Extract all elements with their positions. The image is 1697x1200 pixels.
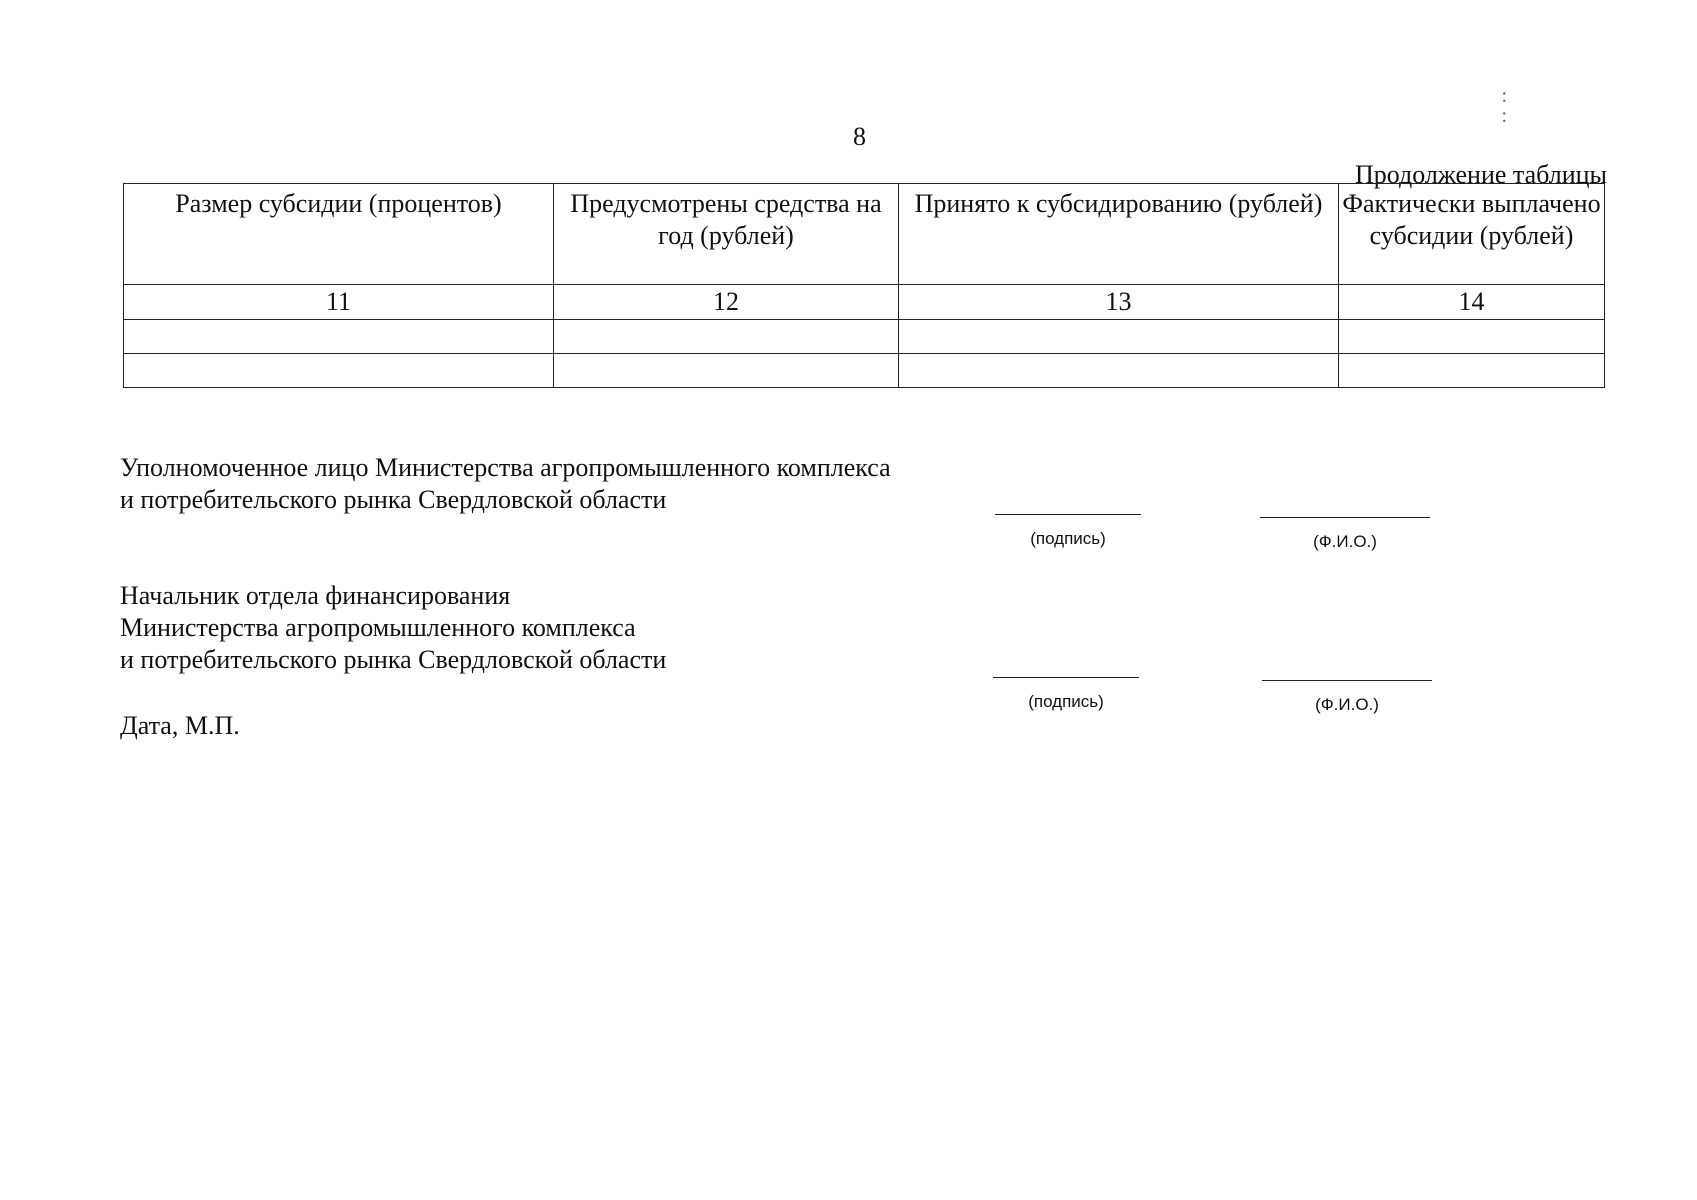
- table-cell: [899, 320, 1339, 354]
- header-subsidy-size: Размер субсидии (процентов): [124, 184, 554, 285]
- column-number: 12: [554, 285, 899, 320]
- name-line: [1262, 680, 1432, 681]
- table-header-row: [124, 184, 1605, 285]
- authorized-person-block: [120, 452, 891, 516]
- page-number: 8: [853, 122, 866, 151]
- table-row: [124, 354, 1605, 388]
- column-number-row: [124, 285, 1605, 320]
- finance-head-block: [120, 580, 666, 676]
- finance-head-title-line-2: Министерства агропромышленного комплекса: [120, 613, 636, 642]
- authorized-person-title-line-2: и потребительского рынка Свердловской области: [120, 485, 667, 514]
- column-number: 13: [899, 285, 1339, 320]
- column-number: 14: [1339, 285, 1605, 320]
- table-cell: [1339, 320, 1605, 354]
- authorized-person-title-line-1: Уполномоченное лицо Министерства агропромышленного комплекса: [120, 453, 891, 482]
- table-cell: [124, 354, 554, 388]
- finance-head-title-line-1: Начальник отдела финансирования: [120, 581, 511, 610]
- finance-head-title-line-3: и потребительского рынка Свердловской области: [120, 645, 667, 674]
- signature-line: [993, 677, 1139, 678]
- column-number: 11: [124, 285, 554, 320]
- signature-line: [995, 514, 1141, 515]
- header-accepted-for-subsidy: Принято к субсидированию (рублей): [899, 184, 1339, 285]
- name-caption: (Ф.И.О.): [1313, 532, 1377, 551]
- table-cell: [554, 320, 899, 354]
- table-caption: Продолжение таблицы: [1355, 160, 1607, 189]
- header-actually-paid: Фактически выплачено субсидии (рублей): [1339, 184, 1605, 285]
- table-cell: [1339, 354, 1605, 388]
- header-planned-funds: Предусмотрены средства на год (рублей): [554, 184, 899, 285]
- table-row: [124, 320, 1605, 354]
- table-cell: [899, 354, 1339, 388]
- table-cell: [124, 320, 554, 354]
- name-line: [1260, 517, 1430, 518]
- table-cell: [554, 354, 899, 388]
- scan-artifact-dots: : :: [1501, 85, 1507, 127]
- signature-caption: (подпись): [1028, 692, 1104, 711]
- subsidy-table: [123, 183, 1605, 388]
- date-stamp: Дата, М.П.: [120, 711, 240, 740]
- signature-caption: (подпись): [1030, 529, 1106, 548]
- name-caption: (Ф.И.О.): [1315, 695, 1379, 714]
